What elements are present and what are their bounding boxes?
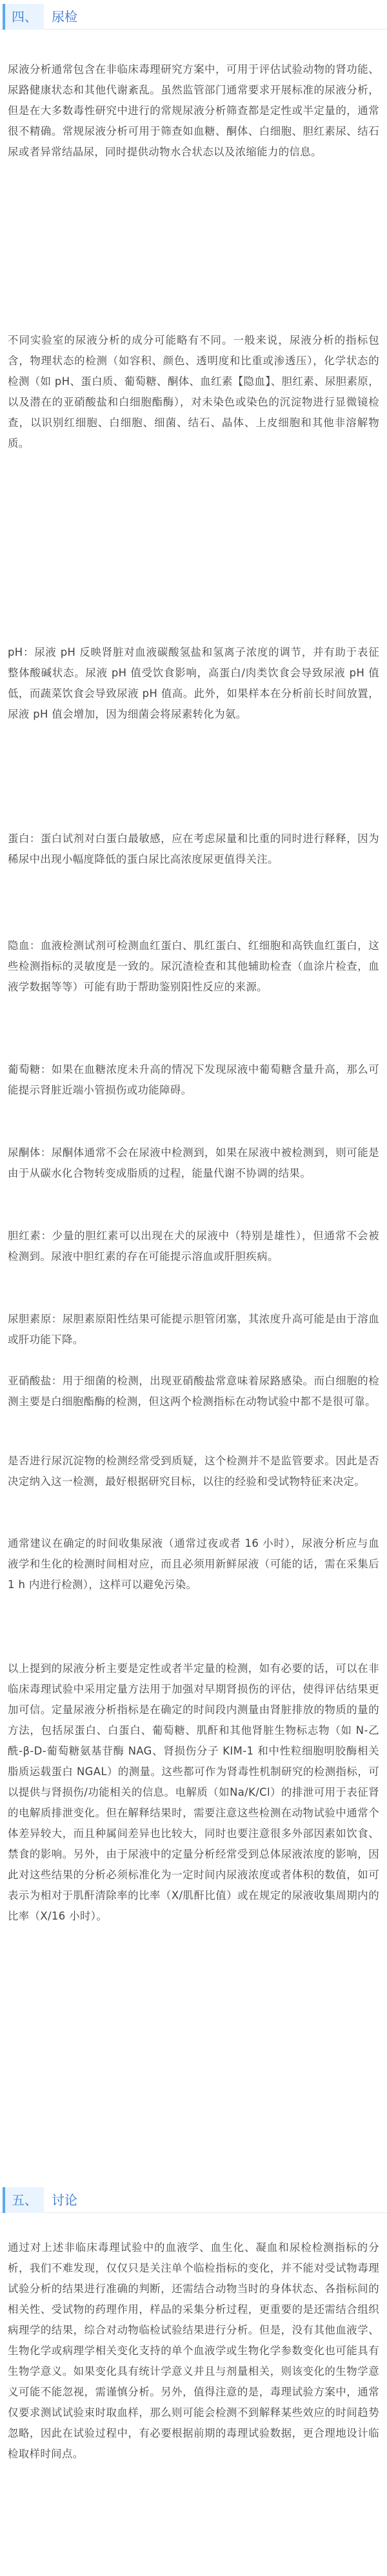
section-header-urinalysis <box>0 4 387 30</box>
section-number: 四、 <box>3 4 44 30</box>
paragraph: 蛋白：蛋白试剂对白蛋白最敏感，应在考虑尿量和比重的同时进行释释，因为稀尿中出现小幅度降低的蛋白尿比高浓度尿更值得关注。 <box>8 832 379 865</box>
paragraph: 隐血：血液检测试剂可检测血红蛋白、肌红蛋白、红细胞和高铁血红蛋白，这些检测指标的灵敏度是一致的。尿沉渣检查和其他辅助检查（血涂片检查，血液学数据等等）可能有助于帮助鉴别阳性反应的来源。 <box>8 939 379 993</box>
paragraph: 葡萄糖：如果在血糖浓度未升高的情况下发现尿液中葡萄糖含量升高，那么可能提示肾脏近端小管损伤或功能障碍。 <box>8 1063 379 1096</box>
paragraph: 不同实验室的尿液分析的成分可能略有不同。一般来说，尿液分析的指标包含，物理状态的检测（如容积、颜色、透明度和比重或渗透压），化学状态的检测（如 pH、蛋白质、葡萄糖、酮体、血红素【隐血】、胆红素、尿胆素原，以及潜在的亚硝酸盐和白细胞酯酶），对未染色或染色的沉淀物进行显微镜检查，以识别红细胞、白细胞、细菌、结石、晶体、上皮细胞和其他非溶解物质。 <box>8 334 379 449</box>
paragraph: 尿液分析通常包含在非临床毒理研究方案中，可用于评估试验动物的肾功能、尿路健康状态和其他代谢紊乱。虽然监管部门通常要求开展标准的尿液分析，但是在大多数毒性研究中进行的常规尿液分析筛查都是定性或半定量的，通常很不精确。常规尿液分析可用于筛查如血糖、酮体、白细胞、胆红素尿、结石尿或者异常结晶尿，同时提供动物水合状态以及浓缩能力的信息。 <box>8 63 379 158</box>
section-header-discussion <box>0 2187 387 2213</box>
paragraph: 胆红素：少量的胆红素可以出现在犬的尿液中（特别是雄性），但通常不会被检测到。尿液中胆红素的存在可能提示溶血或肝胆疾病。 <box>8 1230 379 1263</box>
section-badge <box>3 4 85 30</box>
section-badge <box>3 2187 85 2213</box>
paragraph: 尿胆素原：尿胆素原阳性结果可能提示胆管闭塞，其浓度升高可能是由于溶血或肝功能下降。 <box>8 1313 379 1346</box>
paragraph: 亚硝酸盐：用于细菌的检测，出现亚硝酸盐常意味着尿路感染。而白细胞的检测主要是白细胞酯酶的检测，但这两个检测指标在动物试验中都不是很可靠。 <box>8 1375 379 1408</box>
paragraph: 通过对上述非临床毒理试验中的血液学、血生化、凝血和尿检检测指标的分析，我们不难发现，仅仅只是关注单个临检指标的变化，并不能对受试物毒理试验分析的结果进行准确的判断，还需结合动物当时的身体状态、各指标间的相关性、受试物的药理作用，样品的采集分析过程，更重要的是还需结合组织病理学的结果，综合对动物临检试验结果进行分析。但是，没有其他血液学、生物化学或病理学相关变化支持的单个血液学或生物化学参数变化也可能具有生物学意义。如果变化具有统计学意义并且与剂量相关，则该变化的生物学意义可能不能忽视，需谨慎分析。另外，值得注意的是，毒理试验方案中，通常仅要求测试试验束时取血样，那么则可能会检测不到解释某些效应的时间趋势忽略，因此在试验过程中，有必要根据前期的毒理试验数据，更合理地设计临检取样时间点。 <box>8 2241 379 2460</box>
paragraph: 以上提到的尿液分析主要是定性或者半定量的检测，如有必要的话，可以在非临床毒理试验中采用定量方法用于加强对早期肾损伤的评估，使得评估结果更加可信。定量尿液分析指标是在确定的时间段内测量由肾脏排放的物质的量的方法，包括尿蛋白、白蛋白、葡萄糖、肌酐和其他肾脏生物标志物（如 N-乙酰-β-D-葡萄糖氨基苷酶 NAG、肾损伤分子 KIM-1 和中性粒细胞明胶酶相关脂质运载蛋白 NGAL）的测量。这些都可作为肾毒性机制研究的检测指标，可以提供与肾损伤/功能相关的信息。电解质（如Na/K/Cl）的排泄可用于表征肾的电解质排泄变化。但在解释结果时，需要注意这些检测在动物试验中通常个体差异较大，而且种属间差异也比较大，同时也要注意很多外部因素如饮食、禁食的影响。另外，由于尿液中的定量分析经常受到总体尿液浓度的影响，因此对这些结果的分析必须标准化为一定时间内尿液浓度或者体积的数值，如可表示为相对于肌酐清除率的比率（X/肌酐比值）或在规定的尿液收集周期内的比率（X/16 小时）。 <box>8 1662 379 1922</box>
section-number: 五、 <box>3 2187 44 2213</box>
paragraph: 尿酮体：尿酮体通常不会在尿液中检测到，如果在尿液中被检测到，则可能是由于从碳水化合物转变成脂质的过程，能量代谢不协调的结果。 <box>8 1146 379 1179</box>
paragraph: 通常建议在确定的时间收集尿液（通常过夜或者 16 小时），尿液分析应与血液学和生化的检测时间相对应，而且必须用新鲜尿液（可能的话，需在采集后 1 h 内进行检测），这样可以避免污染。 <box>8 1537 383 1591</box>
section-title: 讨论 <box>52 2192 77 2208</box>
paragraph: 是否进行尿沉淀物的检测经常受到质疑，这个检测并不是监管要求。因此是否决定纳入这一检测，最好根据研究目标，以往的经验和受试物特征来决定。 <box>8 1455 379 1488</box>
paragraph: pH：尿液 pH 反映肾脏对血液碳酸氢盐和氢离子浓度的调节，并有助于表征整体酸碱状态。尿液 pH 值受饮食影响，高蛋白/肉类饮食会导致尿液 pH 值低，而蔬菜饮食会导致尿液 pH 值高。此外，如果样本在分析前长时间放置，尿液 pH 值会增加，因为细菌会将尿素转化为氨。 <box>8 646 379 720</box>
section-title: 尿检 <box>52 9 77 25</box>
